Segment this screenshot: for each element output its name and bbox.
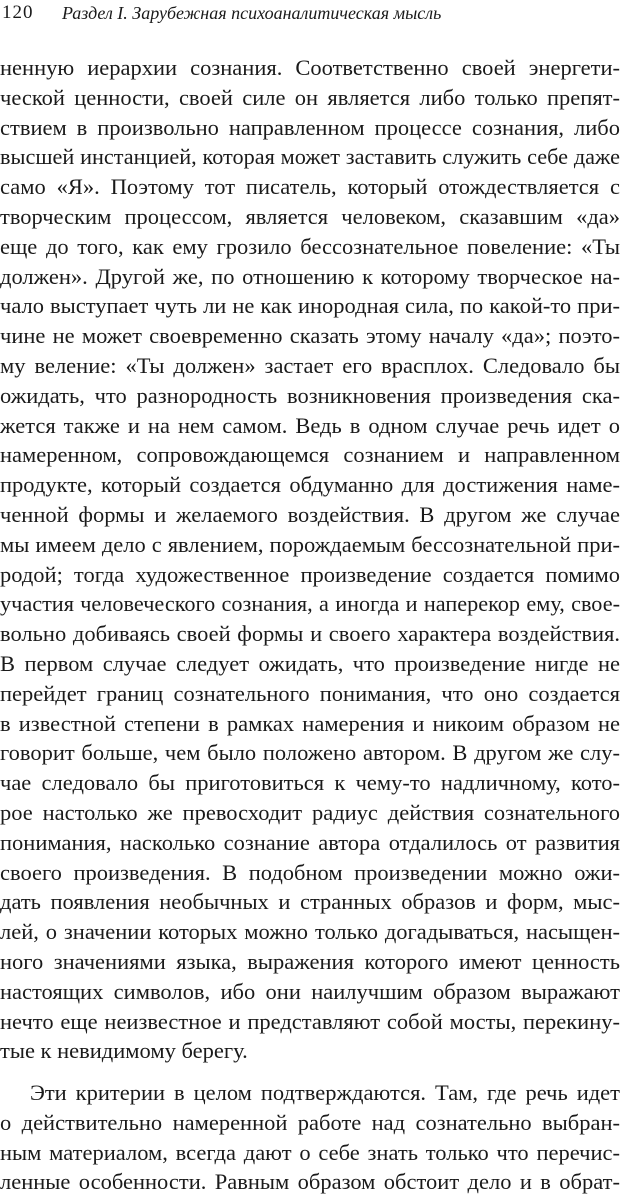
text-line: ствием в произвольно направленном процессе сознания, либо	[0, 114, 620, 140]
text-line: говорит больше, чем было положено автором. В другом же слу-	[0, 740, 620, 766]
text-line: ческой ценности, своей силе он является либо только препят-	[0, 84, 620, 110]
text-line: в известной степени в рамках намерения и никоим образом не	[0, 710, 620, 736]
body-text	[0, 53, 620, 1197]
text-line: чине не может своевременно сказать этому началу «да»; поэто-	[0, 323, 620, 349]
text-line: творческим процессом, является человеком, сказавшим «да»	[0, 203, 620, 229]
paragraph	[0, 53, 620, 1066]
page-number: 120	[2, 2, 34, 23]
text-line: само «Я». Поэтому тот писатель, который отождествляется с	[0, 174, 620, 200]
text-line: чае следовало бы приготовиться к чему-то надличному, кото-	[0, 770, 620, 796]
text-line: ненную иерархии сознания. Соответственно своей энергети-	[0, 55, 620, 80]
text-line: должен». Другой же, по отношению к которому творческое на-	[0, 263, 620, 289]
text-line: рое настолько же превосходит радиус действия сознательного	[0, 799, 620, 825]
text-line: продукте, который создается обдуманно для достижения наме-	[0, 472, 620, 498]
text-line: участия человеческого сознания, а иногда и наперекор ему, свое-	[0, 591, 620, 617]
page-header	[0, 0, 620, 40]
text-line: тые к невидимому берегу.	[0, 1038, 248, 1064]
paragraph-gap	[0, 1066, 620, 1078]
text-line: о действительно намеренной работе над сознательно выбран-	[0, 1109, 620, 1135]
text-line: ного значениями языка, выражения которого имеют ценность	[0, 948, 620, 974]
paragraph	[0, 1078, 620, 1197]
text-line: вольно добиваясь своей формы и своего характера воздействия.	[0, 621, 620, 647]
text-line: высшей инстанцией, которая может заставить служить себе даже	[0, 144, 620, 170]
text-line: му веление: «Ты должен» застает его врасплох. Следовало бы	[0, 352, 620, 378]
text-line: ожидать, что разнородность возникновения произведения ска-	[0, 382, 620, 408]
text-line: намеренном, сопровождающемся сознанием и направленном	[0, 442, 620, 468]
text-line: своего произведения. В подобном произведении можно ожи-	[0, 859, 620, 885]
text-line: понимания, насколько сознание автора отдалилось от развития	[0, 829, 620, 855]
text-line: ченной формы и желаемого воздействия. В другом же случае	[0, 501, 620, 527]
text-line: настоящих символов, ибо они наилучшим образом выражают	[0, 978, 620, 1004]
text-line: Эти критерии в целом подтверждаются. Там, где речь идет	[30, 1080, 620, 1106]
running-head: Раздел I. Зарубежная психоаналитическая мысль	[62, 3, 442, 23]
text-line: перейдет границ сознательного понимания, что оно создается	[0, 680, 620, 706]
text-line: родой; тогда художественное произведение создается помимо	[0, 561, 620, 587]
text-line: ным материалом, всегда дают о себе знать только что перечис-	[0, 1139, 620, 1165]
text-line: ленные особенности. Равным образом обстоит дело и в обрат-	[0, 1169, 620, 1195]
text-line: лей, о значении которых можно только догадываться, насыщен-	[0, 919, 620, 945]
text-line: В первом случае следует ожидать, что произведение нигде не	[0, 650, 620, 676]
text-line: жется также и на нем самом. Ведь в одном случае речь идет о	[0, 412, 620, 438]
text-line: дать появления необычных и странных образов и форм, мыс-	[0, 889, 620, 915]
text-line: нечто еще неизвестное и представляют собой мосты, перекину-	[0, 1008, 620, 1034]
text-line: еще до того, как ему грозило бессознательное повеление: «Ты	[0, 233, 620, 259]
text-line: мы имеем дело с явлением, порождаемым бессознательной при-	[0, 531, 620, 557]
text-line: чало выступает чуть ли не как инородная сила, по какой-то при-	[0, 293, 620, 319]
